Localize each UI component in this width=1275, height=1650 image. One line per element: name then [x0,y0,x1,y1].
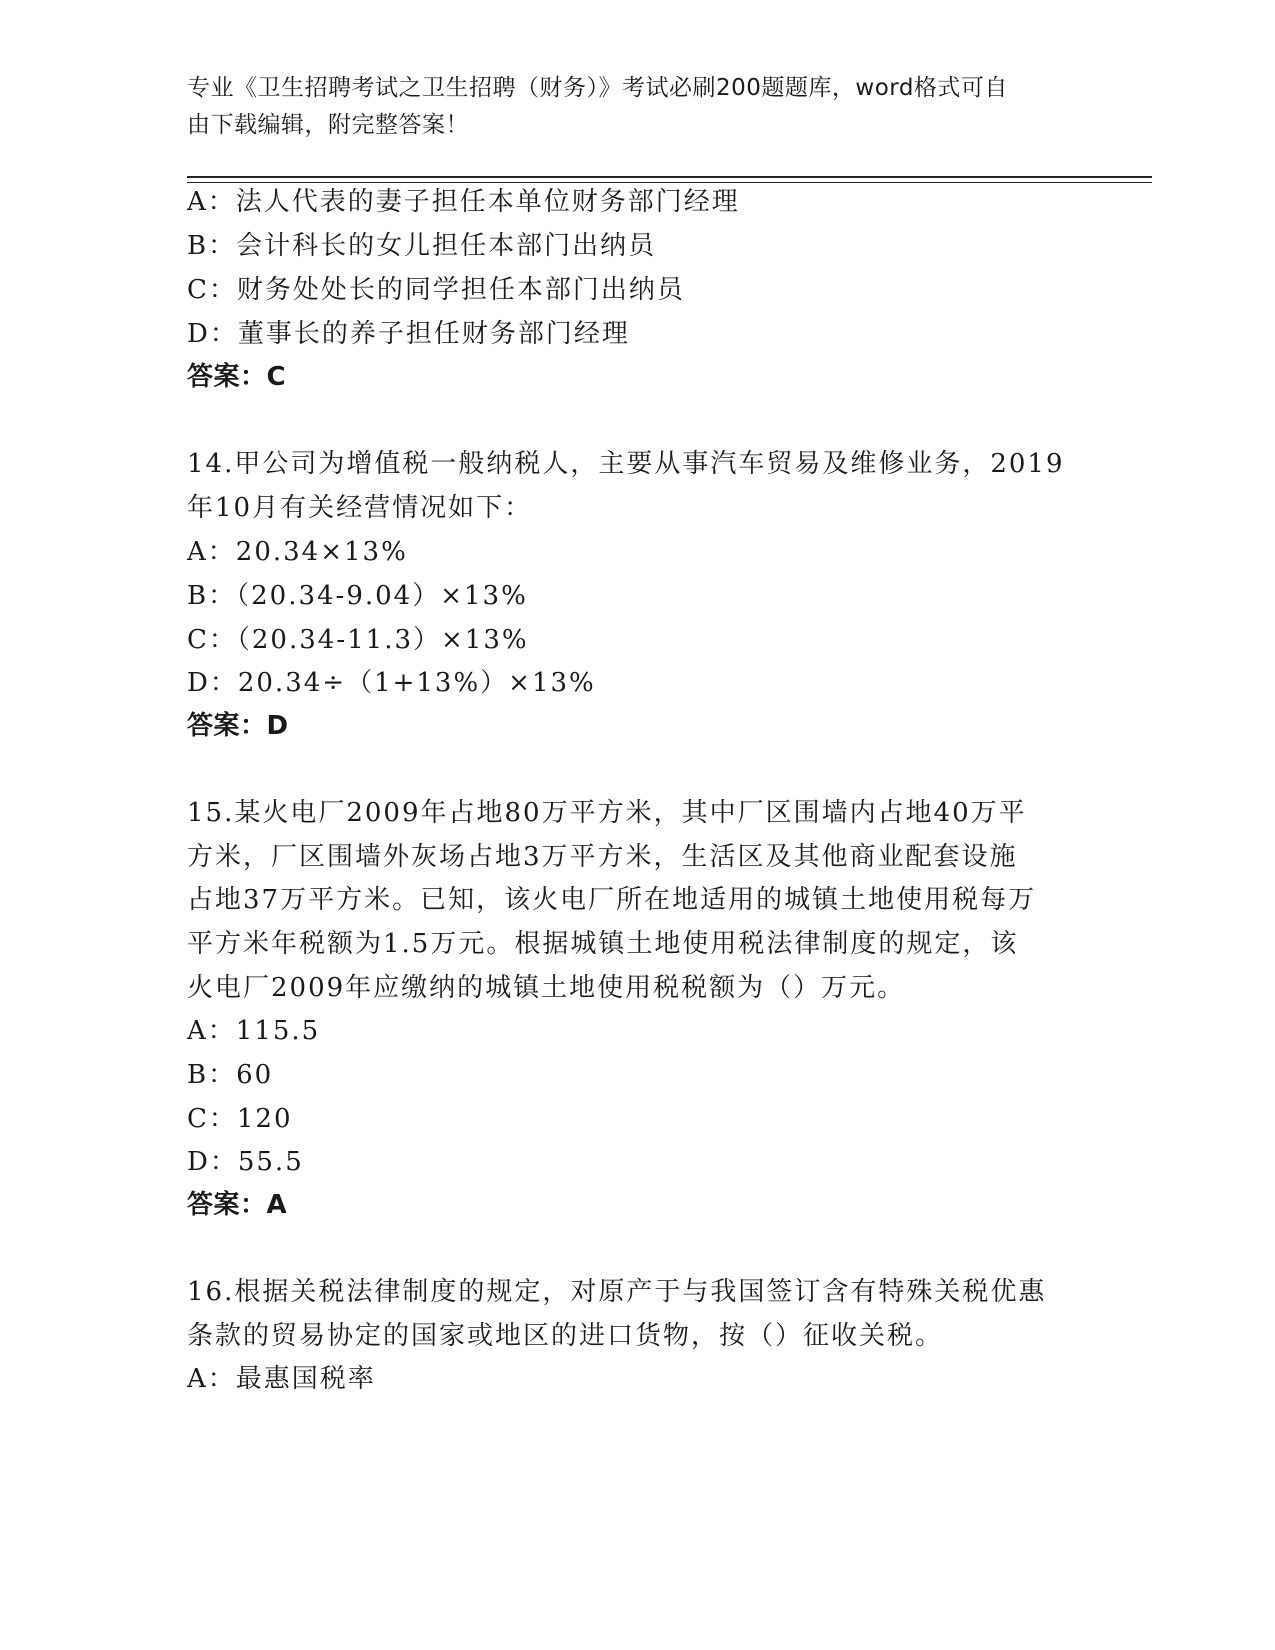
q15-stem-line-2: 方米，厂区围墙外灰场占地3万平方米，生活区及其他商业配套设施 [187,842,1018,872]
q15-option-d: D：55.5 [187,1147,304,1177]
q15-stem-line-3: 占地37万平方米。已知，该火电厂所在地适用的城镇土地使用税每万 [187,885,1037,915]
q16-stem-line-2: 条款的贸易协定的国家或地区的进口货物，按（）征收关税。 [187,1321,944,1351]
q13-option-b: B：会计科长的女儿担任本部门出纳员 [187,231,657,261]
q16-stem-line-1: 16.根据关税法律制度的规定，对原产于与我国签订含有特殊关税优惠 [187,1277,1047,1307]
q14-option-d: D：20.34÷（1+13%）×13% [187,668,596,698]
document-header [187,70,1067,144]
q13-option-d: D：董事长的养子担任财务部门经理 [187,319,630,349]
q14-option-c: C：（20.34-11.3）×13% [187,625,529,655]
q15-option-a: A：115.5 [187,1016,321,1046]
q14-answer: 答案：D [187,711,289,741]
q14-option-b: B：（20.34-9.04）×13% [187,581,528,611]
q14-stem-line-1: 14.甲公司为增值税一般纳税人，主要从事汽车贸易及维修业务，2019 [187,449,1065,479]
q15-stem-line-5: 火电厂2009年应缴纳的城镇土地使用税税额为（）万元。 [187,973,906,1003]
q15-option-c: C：120 [187,1104,293,1134]
q14-stem-line-2: 年10月有关经营情况如下： [187,493,533,523]
q13-option-a: A：法人代表的妻子担任本单位财务部门经理 [187,187,740,217]
q15-stem-line-4: 平方米年税额为1.5万元。根据城镇土地使用税法律制度的规定，该 [187,929,1019,959]
q13-answer: 答案：C [187,362,287,392]
header-divider-thick [187,176,1152,178]
q16-option-a: A：最惠国税率 [187,1364,376,1394]
q15-answer: 答案：A [187,1190,288,1220]
q15-stem-line-1: 15.某火电厂2009年占地80万平方米，其中厂区围墙内占地40万平 [187,798,1027,828]
header-line-1: 专业《卫生招聘考试之卫生招聘（财务）》考试必刷200题题库，word格式可自 [187,75,1008,101]
header-line-2: 由下载编辑，附完整答案！ [187,112,469,138]
q15-option-b: B：60 [187,1060,274,1090]
q13-option-c: C：财务处处长的同学担任本部门出纳员 [187,275,685,305]
header-divider-thin [187,182,1152,183]
q14-option-a: A：20.34×13% [187,537,408,567]
